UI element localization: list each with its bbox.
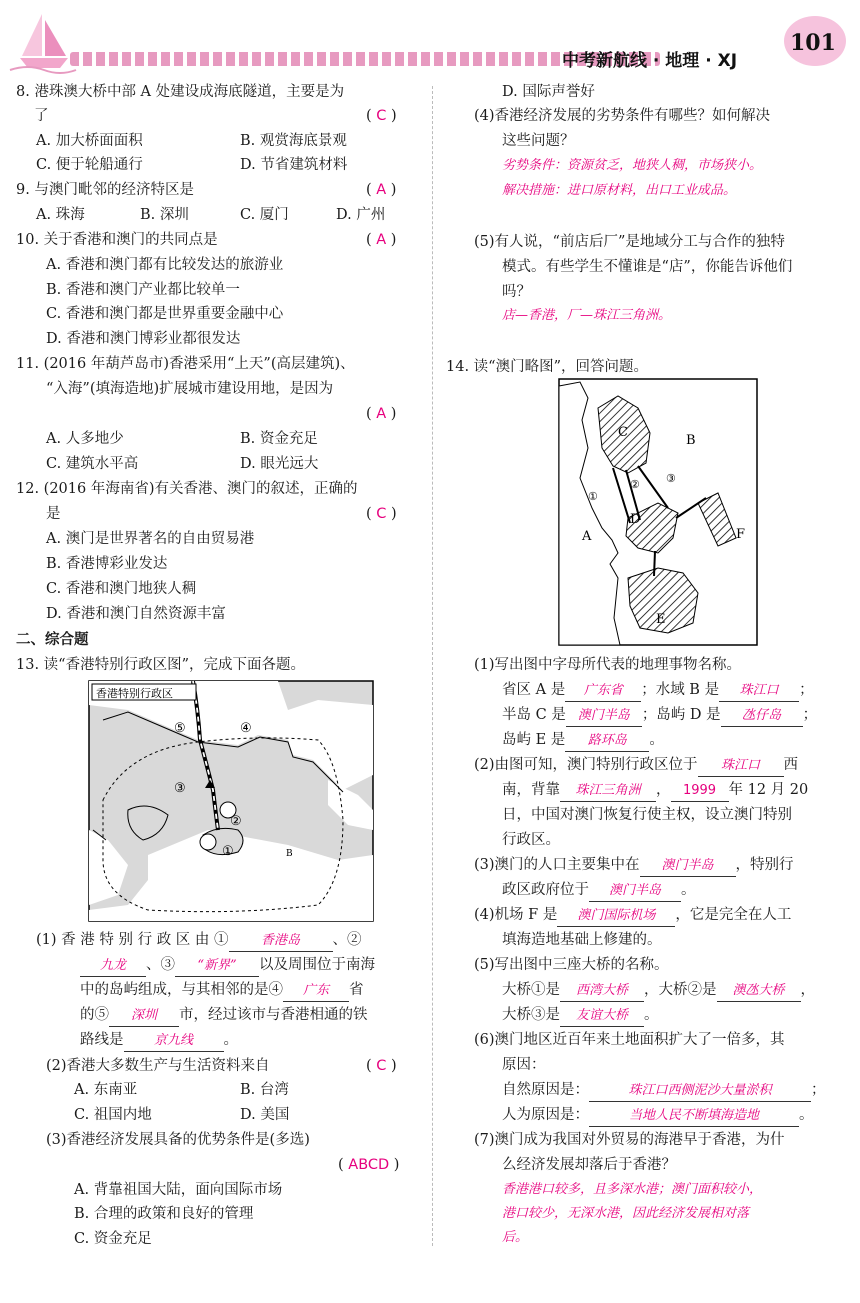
q8-option-c: C. 便于轮船通行 xyxy=(36,157,143,173)
q12-option-a: A. 澳门是世界著名的自由贸易港 xyxy=(46,531,255,547)
macau-label-f: F xyxy=(736,527,746,542)
macau-label-d: D xyxy=(630,512,641,527)
page-header xyxy=(0,0,860,78)
q10-option-d: D. 香港和澳门博彩业都很发达 xyxy=(46,331,241,347)
q11-option-a: A. 人多地少 xyxy=(46,431,124,447)
macau-label-e: E xyxy=(656,612,666,627)
q13-p2-stem: (2)香港大多数生产与生活资料来自 xyxy=(46,1058,270,1074)
q13-p2-answer: ( C ) xyxy=(366,1058,397,1074)
q14-p1-line2: 半岛 C 是 澳门半岛 ；岛屿 D 是 氹仔岛 ； xyxy=(502,705,817,727)
q14-p6-human: 人为原因是： 当地人民不断填海造地 。 xyxy=(502,1105,814,1127)
q13-p4-stem-cont: 这些问题？ xyxy=(502,133,575,149)
q8-stem-cont: 了 xyxy=(34,108,49,124)
column-divider xyxy=(432,86,433,1246)
q14-p2-line2: 南，背靠 珠江三角洲 ， 1999 年 12 月 20 xyxy=(502,780,808,802)
q13-p3-option-b: B. 合理的政策和良好的管理 xyxy=(74,1206,254,1222)
q13-p3-option-a: A. 背靠祖国大陆，面向国际市场 xyxy=(74,1182,283,1198)
hk-label-1: ① xyxy=(222,844,234,859)
q14-p6-stem: (6)澳门地区近百年来土地面积扩大了一倍多，其 xyxy=(474,1032,785,1048)
q9-answer: ( A ) xyxy=(366,182,397,198)
q12-stem: 12. (2016 年海南省)有关香港、澳门的叙述，正确的 xyxy=(16,481,358,497)
macau-bridge-3: ③ xyxy=(666,472,676,485)
q11-stem-cont: “入海”(填海造地)扩展城市建设用地，是因为 xyxy=(46,381,334,397)
q8-answer: ( C ) xyxy=(366,108,397,124)
macau-bridge-1: ① xyxy=(588,490,598,503)
q14-p7-answer-3: 后。 xyxy=(502,1230,529,1245)
q12-option-c: C. 香港和澳门地狭人稠 xyxy=(46,581,197,597)
q14-p3-line1: (3)澳门的人口主要集中在 澳门半岛 ，特别行 xyxy=(474,855,794,877)
q12-answer: ( C ) xyxy=(366,506,397,522)
q10-stem: 10. 关于香港和澳门的共同点是 xyxy=(16,232,218,248)
hk-label-4: ④ xyxy=(240,721,252,736)
q13-p1-line5: 路线是 京九线 。 xyxy=(80,1030,238,1052)
q12-option-b: B. 香港博彩业发达 xyxy=(46,556,168,572)
q10-option-b: B. 香港和澳门产业都比较单一 xyxy=(46,282,240,298)
q11-stem: 11. (2016 年葫芦岛市)香港采用“上天”(高层建筑)、 xyxy=(16,356,355,372)
hk-label-3: ③ xyxy=(174,781,186,796)
q14-p7-answer-2: 港口较少，无深水港，因此经济发展相对落 xyxy=(502,1206,750,1221)
q14-p5-stem: (5)写出图中三座大桥的名称。 xyxy=(474,957,669,973)
q14-p1-line3: 岛屿 E 是 路环岛 。 xyxy=(502,730,664,752)
q8-stem: 8. 港珠澳大桥中部 A 处建设成海底隧道，主要是为 xyxy=(16,84,345,100)
book-title: 中考新航线 · 地理 · XJ xyxy=(562,51,738,71)
q9-option-a: A. 珠海 xyxy=(36,207,85,223)
macau-label-c: C xyxy=(618,425,628,440)
q13-p1-line1: (1) 香 港 特 别 行 政 区 由 ① 香港岛 、② xyxy=(36,930,362,952)
sailboat-logo-icon xyxy=(8,6,78,76)
q13-p1-line2: 九龙 、③ “新界” 以及周围位于南海 xyxy=(80,955,375,977)
q13-p2-option-c: C. 祖国内地 xyxy=(74,1107,152,1123)
q12-stem-cont: 是 xyxy=(46,506,61,522)
macau-bridge-2: ② xyxy=(630,478,640,491)
q14-p1-line1: 省区 A 是 广东省 ；水域 B 是 珠江口 ； xyxy=(502,680,814,702)
q14-stem: 14. 读“澳门略图”，回答问题。 xyxy=(446,359,648,375)
q11-answer: ( A ) xyxy=(366,406,397,422)
q13-p2-option-d: D. 美国 xyxy=(240,1107,290,1123)
q13-p5-answer: 店—香港，厂—珠江三角洲。 xyxy=(502,308,672,323)
macau-label-a: A xyxy=(582,529,592,544)
q13-p1-line3: 中的岛屿组成，与其相邻的是④ 广东 省 xyxy=(80,980,364,1002)
q8-option-d: D. 节省建筑材料 xyxy=(240,157,348,173)
q11-option-d: D. 眼光远大 xyxy=(240,456,319,472)
q13-stem: 13. 读“香港特别行政区图”，完成下面各题。 xyxy=(16,657,305,673)
q14-p2-line1: (2)由图可知，澳门特别行政区位于 珠江口 西 xyxy=(474,755,798,777)
q12-option-d: D. 香港和澳门自然资源丰富 xyxy=(46,606,226,622)
q13-p3-stem: (3)香港经济发展具备的优势条件是(多选) xyxy=(46,1132,310,1148)
q13-p5-stem: (5)有人说，“前店后厂”是地域分工与合作的独特 xyxy=(474,234,785,250)
q14-p5-line1: 大桥①是 西湾大桥 ，大桥②是 澳氹大桥 ， xyxy=(502,980,815,1002)
hk-label-2: ② xyxy=(230,814,242,829)
q13-p4-stem: (4)香港经济发展的劣势条件有哪些？如何解决 xyxy=(474,108,771,124)
q14-p4-line2: 填海造地基础上修建的。 xyxy=(502,932,662,948)
q14-p7-stem-cont: 么经济发展却落后于香港？ xyxy=(502,1157,676,1173)
q13-p2-option-b: B. 台湾 xyxy=(240,1082,289,1098)
q13-p5-stem-cont: 模式。有些学生不懂谁是“店”，你能告诉他们 xyxy=(502,259,793,275)
q13-p3-answer: ( ABCD ) xyxy=(338,1157,400,1173)
section-heading: 二、综合题 xyxy=(16,632,89,648)
q13-p4-answer-2: 解决措施：进口原材料，出口工业成品。 xyxy=(502,183,737,198)
q14-p7-answer-1: 香港港口较多，且多深水港；澳门面积较小， xyxy=(502,1182,763,1197)
macau-label-b: B xyxy=(686,433,696,448)
macau-map xyxy=(558,378,758,646)
hong-kong-map xyxy=(88,680,374,922)
q10-answer: ( A ) xyxy=(366,232,397,248)
hk-map-title: 香港特别行政区 xyxy=(96,687,173,700)
q13-p5-stem-end: 吗？ xyxy=(502,284,531,300)
q14-p2-line4: 行政区。 xyxy=(502,832,560,848)
q13-p2-option-a: A. 东南亚 xyxy=(74,1082,138,1098)
q10-option-c: C. 香港和澳门都是世界重要金融中心 xyxy=(46,306,284,322)
q14-p2-line3: 日，中国对澳门恢复行使主权，设立澳门特别 xyxy=(502,807,792,823)
q8-option-a: A. 加大桥面面积 xyxy=(36,133,143,149)
q14-p5-line2: 大桥③是 友谊大桥 。 xyxy=(502,1005,659,1027)
q9-option-d: D. 广州 xyxy=(336,207,386,223)
q9-option-b: B. 深圳 xyxy=(140,207,189,223)
q14-p6-natural: 自然原因是： 珠江口西侧泥沙大量淤积 ； xyxy=(502,1080,826,1102)
q8-option-b: B. 观赏海底景观 xyxy=(240,133,347,149)
q14-p4-line1: (4)机场 F 是 澳门国际机场 ，它是完全在人工 xyxy=(474,905,791,927)
q13-p4-answer-1: 劣势条件：资源贫乏，地狭人稠，市场狭小。 xyxy=(502,158,763,173)
q14-p3-line2: 政区政府位于 澳门半岛 。 xyxy=(502,880,696,902)
hk-label-5: ⑤ xyxy=(174,721,186,736)
q13-p3-option-d: D. 国际声誉好 xyxy=(502,84,595,100)
q9-stem: 9. 与澳门毗邻的经济特区是 xyxy=(16,182,194,198)
q13-p3-option-c: C. 资金充足 xyxy=(74,1231,152,1247)
q11-option-b: B. 资金充足 xyxy=(240,431,318,447)
q13-p1-line4: 的⑤ 深圳 市，经过该市与香港相通的铁 xyxy=(80,1005,368,1027)
q10-option-a: A. 香港和澳门都有比较发达的旅游业 xyxy=(46,257,284,273)
hk-label-b: B xyxy=(286,849,293,859)
q14-p7-stem: (7)澳门成为我国对外贸易的海港早于香港，为什 xyxy=(474,1132,785,1148)
page-number: 101 xyxy=(790,30,836,56)
q14-p6-stem-cont: 原因： xyxy=(502,1057,546,1073)
q9-option-c: C. 厦门 xyxy=(240,207,289,223)
q11-option-c: C. 建筑水平高 xyxy=(46,456,139,472)
q14-p1-stem: (1)写出图中字母所代表的地理事物名称。 xyxy=(474,657,742,673)
